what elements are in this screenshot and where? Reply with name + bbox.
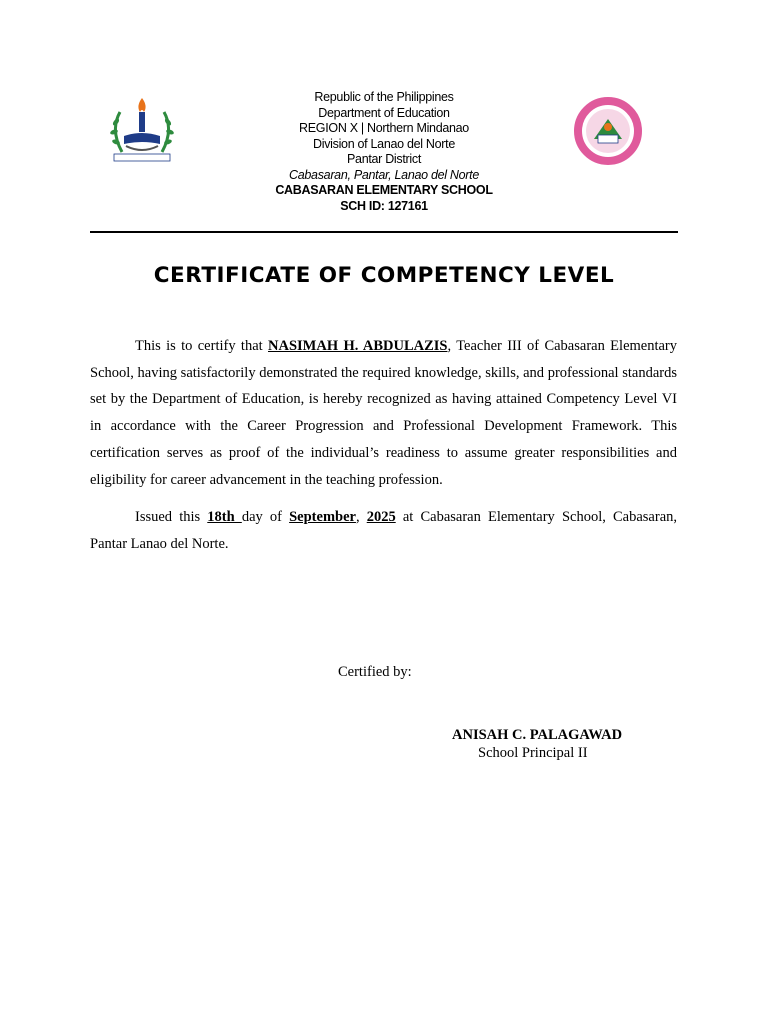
school-name: CABASARAN ELEMENTARY SCHOOL	[275, 183, 493, 197]
header-line-department: Department of Education	[318, 105, 450, 120]
header-line-republic: Republic of the Philippines	[314, 90, 454, 104]
issuance-paragraph	[90, 504, 677, 557]
issue-month: September	[289, 509, 356, 525]
teacher-name: NASIMAH H. ABDULAZIS	[268, 338, 448, 354]
p2-mid: day of	[241, 509, 290, 525]
signatory-name: ANISAH C. PALAGAWAD	[452, 727, 623, 743]
school-seal-logo	[574, 97, 642, 165]
header-line-division: Division of Lanao del Norte	[313, 136, 455, 151]
letterhead	[0, 90, 768, 214]
certified-by-label: Certified by:	[338, 664, 412, 680]
header-line-region: REGION X | Northern Mindanao	[299, 121, 469, 135]
p2-rest: at Cabasaran Elementary School, Cabasaran, Pantar Lanao del Norte.	[90, 509, 678, 552]
p2-intro: Issued this	[135, 509, 208, 525]
certificate-title: CERTIFICATE OF COMPETENCY LEVEL	[153, 263, 615, 288]
issue-day: 18th	[207, 509, 242, 525]
header-address: Cabasaran, Pantar, Lanao del Norte	[289, 167, 479, 182]
p1-rest: , Teacher III of Cabasaran Elementary School, having satisfactorily demonstrated the required knowledge, skills, and professional standards set by the Department of Education, is hereby recognized as having attained Competency Level VI in accordance with the Career Progression and Professional Development Framework. This certification serves as proof of the individual’s readiness to assume greater responsibilities and eligibility for career advancement in the teaching profession.	[90, 338, 678, 488]
header-line-district: Pantar District	[347, 152, 421, 166]
issue-year: 2025	[366, 509, 396, 525]
p1-intro: This is to certify that	[135, 338, 269, 354]
signatory-position: School Principal II	[478, 745, 588, 761]
certification-paragraph	[90, 333, 677, 493]
header-divider	[90, 231, 678, 233]
issue-comma: ,	[355, 509, 367, 525]
school-id: SCH ID: 127161	[340, 198, 428, 213]
